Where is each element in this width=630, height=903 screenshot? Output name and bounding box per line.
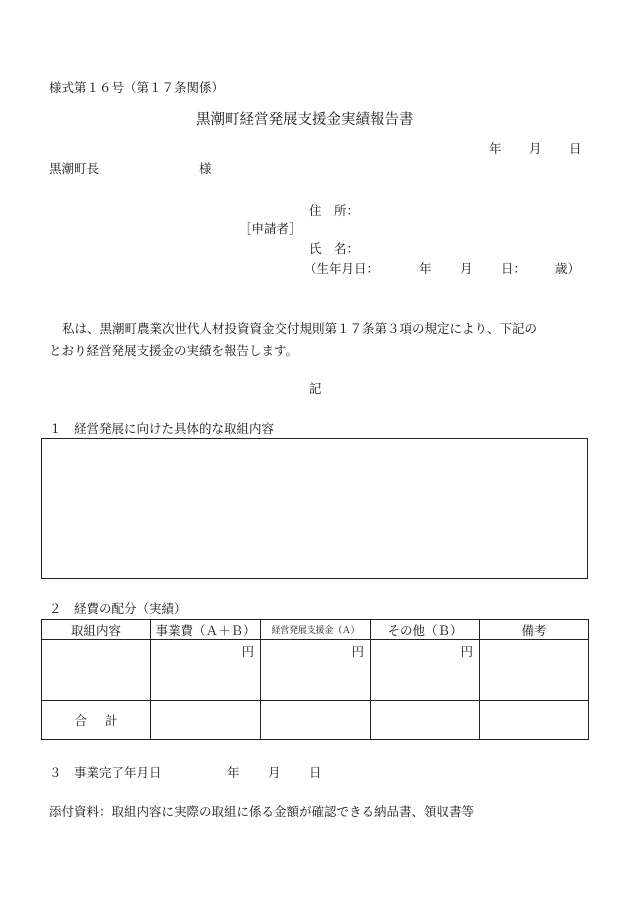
other-cell[interactable] [371, 640, 480, 701]
yen-unit: 円 [351, 644, 364, 659]
body-line-2: とおり経営発展支援金の実績を報告します。 [49, 343, 299, 358]
applicant-label: ［申請者］ [239, 221, 302, 236]
date-month: 月 [529, 141, 542, 156]
col-header-other: その他（Ｂ） [371, 620, 480, 640]
section2-heading: ２ 経費の配分（実績） [49, 601, 187, 616]
remarks-cell[interactable] [480, 640, 589, 701]
completion-year: 年 [227, 765, 240, 780]
addressee-name: 黒潮町長 [49, 161, 100, 176]
date-day: 日 [569, 141, 582, 156]
expense-table [41, 619, 589, 740]
completion-month: 月 [268, 765, 281, 780]
col-header-support-grant: 経営発展支援金（Ａ） [261, 620, 371, 640]
expense-total-row [42, 701, 589, 740]
dob-month: 月 [460, 261, 473, 276]
project-cost-cell[interactable] [151, 640, 261, 701]
section1-heading: １ 経営発展に向けた具体的な取組内容 [49, 421, 275, 436]
date-year: 年 [489, 141, 502, 156]
dob-open: （生年月日： [304, 261, 380, 276]
total-project-cost-cell[interactable] [151, 701, 261, 740]
activity-cell[interactable] [42, 640, 151, 701]
completion-day: 日 [309, 765, 322, 780]
name-label: 氏 名： [309, 241, 360, 256]
total-support-grant-cell[interactable] [261, 701, 371, 740]
total-label: 合計 [42, 701, 151, 740]
document-title: 黒潮町経営発展支援金実績報告書 [196, 112, 414, 128]
total-other-cell[interactable] [371, 701, 480, 740]
section3-heading: ３ 事業完了年月日 [49, 765, 162, 780]
form-number: 様式第１６号（第１７条関係） [49, 80, 225, 95]
col-header-remarks: 備考 [480, 620, 589, 640]
dob-day: 日： [501, 261, 527, 276]
activity-description-box[interactable] [41, 438, 588, 579]
attachment-note: 添付資料：取組内容に実際の取組に係る金額が確認できる納品書、領収書等 [49, 804, 475, 819]
col-header-project-cost: 事業費（Ａ＋Ｂ） [151, 620, 261, 640]
expense-data-row [42, 640, 589, 701]
yen-unit: 円 [241, 644, 254, 659]
expense-header-row [42, 620, 589, 640]
address-label: 住 所： [309, 203, 360, 218]
addressee-suffix: 様 [199, 161, 212, 176]
col-header-activity: 取組内容 [42, 620, 151, 640]
ki-mark: 記 [309, 381, 322, 396]
body-line-1: 私は、黒潮町農業次世代人材投資資金交付規則第１７条第３項の規定により、下記の [62, 321, 538, 336]
support-grant-cell[interactable] [261, 640, 371, 701]
total-remarks-cell[interactable] [480, 701, 589, 740]
dob-year: 年 [419, 261, 432, 276]
dob-age: 歳） [555, 261, 581, 276]
yen-unit: 円 [460, 644, 473, 659]
